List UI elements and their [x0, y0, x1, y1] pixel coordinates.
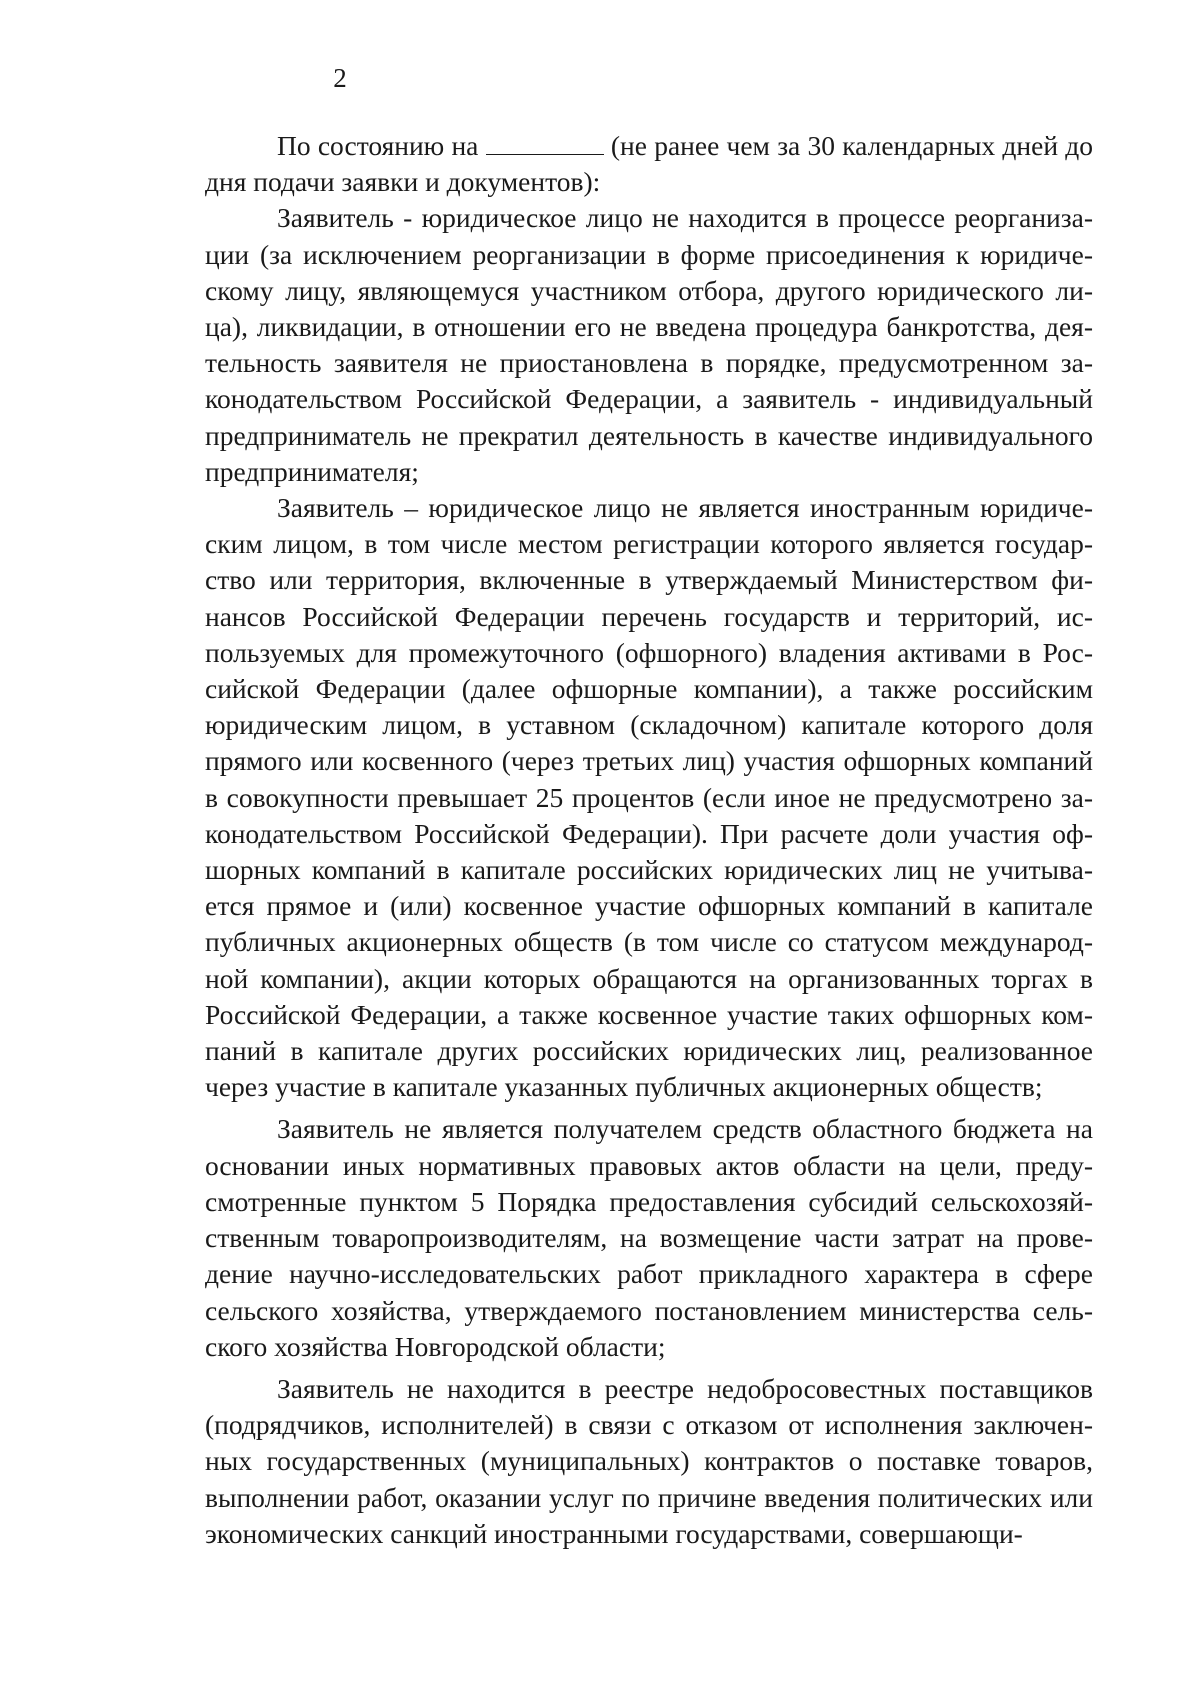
paragraph-budget: Заявитель не является получателем средств областного бюджета на основании иных нормативных правовых актов области на цели, предусмотренные пунктом 5 Порядка предоставления субсидий сельскохозяйственным товаропроизводителям, на возмещение части затрат на проведение научно-исследовательских работ прикладного характера в сфере сельского хозяйства, утверждаемого постановлением министерства сельского хозяйства Новгородской области;	[205, 1113, 1093, 1362]
page-number: 2	[333, 63, 347, 93]
intro-suffix: (не ранее чем за 30 календарных дней до дня подачи заявки и документов):	[205, 130, 1094, 198]
paragraph-registry: Заявитель не находится в реестре недобросовестных поставщиков (подрядчиков, исполнителей) в связи с отказом от исполнения заключенных государственных (муниципальных) контрактов о поставке товаров, выполнении работ, оказании услуг по причине введения политических или экономических санкций иностранными государствами, совершающи-	[205, 1372, 1093, 1549]
intro-paragraph	[205, 128, 1093, 200]
paragraph-reorganization: Заявитель - юридическое лицо не находится в процессе реорганизации (за исключением реорганизации в форме присоединения к юридическому лицу, являющемуся участником отбора, другого юридического лица), ликвидации, в отношении его не введена процедура банкротства, деятельность заявителя не приостановлена в порядке, предусмотренном законодательством Российской Федерации, а заявитель - индивидуальный предприниматель не прекратил деятельность в качестве индивидуального предпринимателя;	[205, 202, 1093, 487]
date-blank-field[interactable]	[486, 132, 604, 155]
intro-prefix: По состоянию на	[277, 130, 479, 161]
paragraph-offshore: Заявитель – юридическое лицо не является иностранным юридическим лицом, в том числе местом регистрации которого является государство или территория, включенные в утверждаемый Министерством финансов Российской Федерации перечень государств и территорий, используемых для промежуточного (офшорного) владения активами в Российской Федерации (далее офшорные компании), а также российским юридическим лицом, в уставном (складочном) капитале которого доля прямого или косвенного (через третьих лиц) участия офшорных компаний в совокупности превышает 25 процентов (если иное не предусмотрено законодательством Российской Федерации). При расчете доли участия офшорных компаний в капитале российских юридических лиц не учитывается прямое и (или) косвенное участие офшорных компаний в капитале публичных акционерных обществ (в том числе со статусом международной компании), акции которых обращаются на организованных торгах в Российской Федерации, а также косвенное участие таких офшорных компаний в капитале других российских юридических лиц, реализованное через участие в капитале указанных публичных акционерных обществ;	[205, 492, 1093, 1103]
document-body	[205, 128, 1093, 1552]
